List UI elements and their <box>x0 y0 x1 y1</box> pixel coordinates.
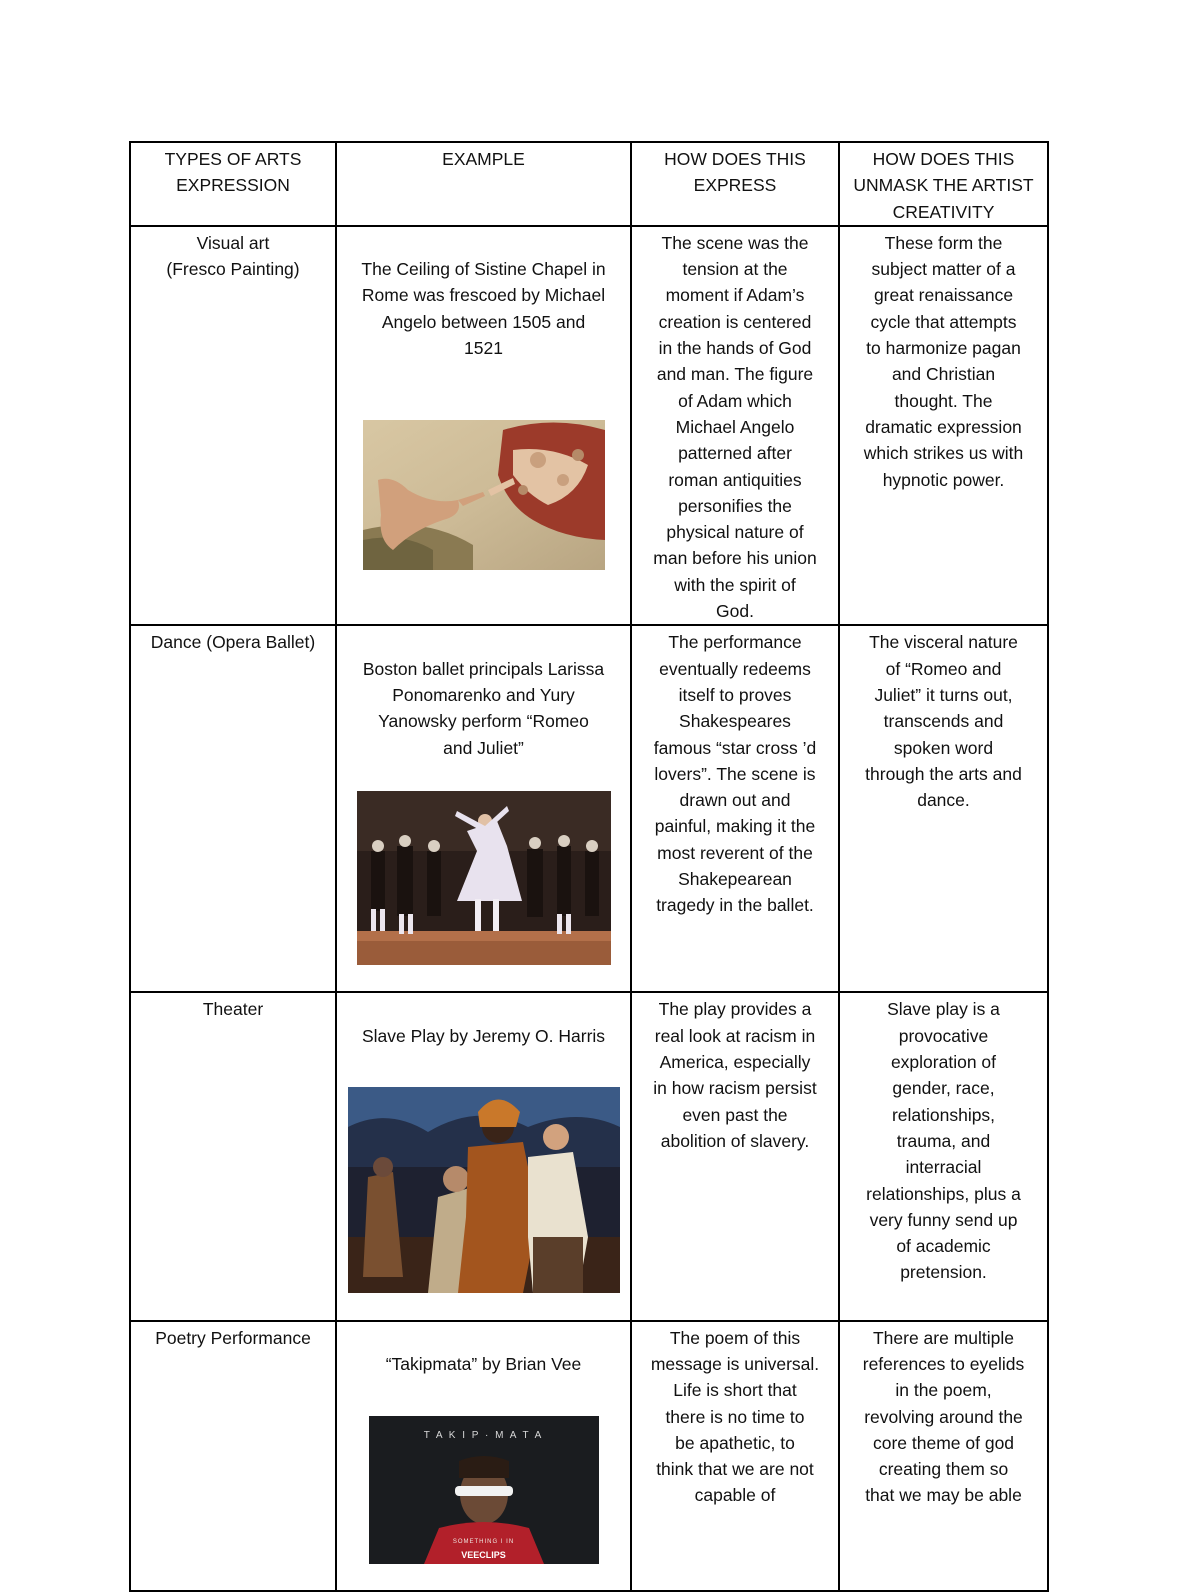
row-example-cell <box>336 992 631 1320</box>
poster-title: T A K I P · M A T A <box>423 1429 544 1441</box>
row-type-cell: Theater <box>130 992 336 1320</box>
takipmata-poster-image <box>369 1416 599 1564</box>
row-unmask-cell: These form the subject matter of a great renaissance cycle that attempts to harmonize pagan and Christian thought. The dramatic expression which strikes us with hypnotic power. <box>839 226 1048 625</box>
header-types: TYPES OF ARTS EXPRESSION <box>130 142 336 226</box>
table-row <box>130 226 1048 625</box>
example-text: The Ceiling of Sistine Chapel in Rome was frescoed by Michael Angelo between 1505 and 1521 <box>361 259 606 359</box>
row-unmask-cell: Slave play is a provocative exploration of gender, race, relationships, trauma, and interracial relationships, plus a very funny send up of academic pretension. <box>839 992 1048 1320</box>
row-type-cell: Dance (Opera Ballet) <box>130 625 336 992</box>
table-row <box>130 992 1048 1320</box>
table-row <box>130 625 1048 992</box>
row-express-cell: The play provides a real look at racism in America, especially in how racism persist even past the abolition of slavery. <box>631 992 839 1320</box>
header-row <box>130 142 1048 226</box>
row-type-cell: Visual art (Fresco Painting) <box>130 226 336 625</box>
header-unmask-creativity: HOW DOES THIS UNMASK THE ARTIST CREATIVITY <box>839 142 1048 226</box>
row-type-cell: Poetry Performance <box>130 1321 336 1591</box>
header-example: EXAMPLE <box>336 142 631 226</box>
example-text: Boston ballet principals Larissa Ponomarenko and Yury Yanowsky perform “Romeo and Juliet” <box>362 658 605 758</box>
row-example-cell <box>336 625 631 992</box>
slave-play-theater-image <box>348 1087 620 1293</box>
romeo-and-juliet-ballet-image <box>357 791 611 965</box>
row-express-cell: The poem of this message is universal. Life is short that there is no time to be apathetic, to think that we are not capable of <box>631 1321 839 1591</box>
row-unmask-cell: There are multiple references to eyelids in the poem, revolving around the core theme of god creating them so that we may be able <box>839 1321 1048 1591</box>
row-express-cell: The performance eventually redeems itself to proves Shakespeares famous “star cross ’d lovers”. The scene is drawn out and painful, making it the most reverent of the Shakepearean tragedy in the ballet. <box>631 625 839 992</box>
row-example-cell <box>336 226 631 625</box>
arts-expression-table <box>129 141 1049 1592</box>
header-how-express: HOW DOES THIS EXPRESS <box>631 142 839 226</box>
row-express-cell: The scene was the tension at the moment if Adam’s creation is centered in the hands of God and man. The figure of Adam which Michael Angelo patterned after roman antiquities personifies the physical nature of man before his union with the spirit of God. <box>631 226 839 625</box>
row-example-cell <box>336 1321 631 1591</box>
example-text: “Takipmata” by Brian Vee <box>385 1353 582 1374</box>
example-text: Slave Play by Jeremy O. Harris <box>361 1025 606 1046</box>
poster-caption: SOMETHING I IN <box>452 1538 515 1545</box>
row-unmask-cell: The visceral nature of “Romeo and Juliet” it turns out, transcends and spoken word through the arts and dance. <box>839 625 1048 992</box>
sistine-chapel-fresco-image <box>363 420 605 570</box>
table-row <box>130 1321 1048 1591</box>
poster-brand: VEECLIPS <box>461 1549 506 1560</box>
